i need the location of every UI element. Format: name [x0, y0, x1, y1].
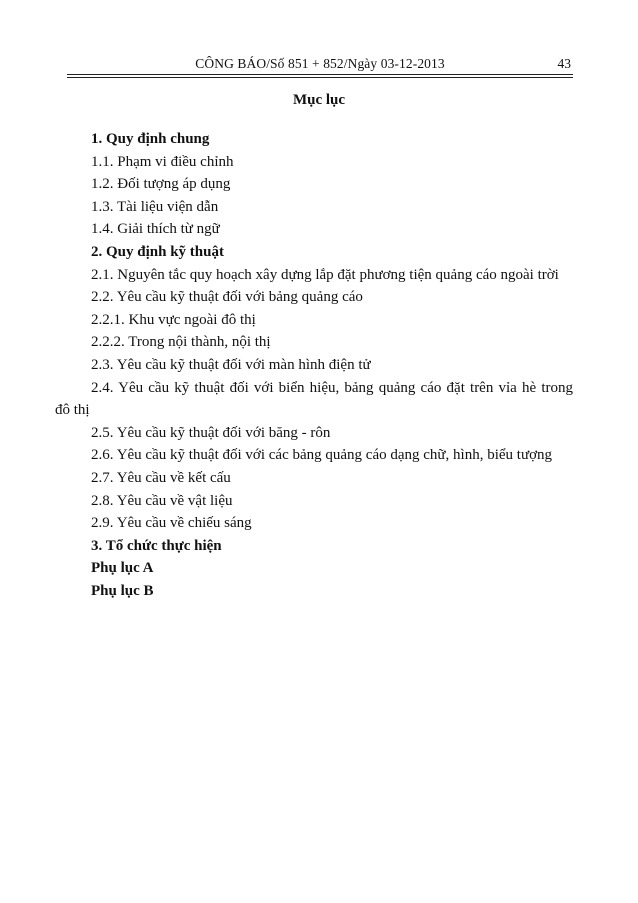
toc-item: Phụ lục B	[91, 582, 154, 599]
toc-item: 2.2.2. Trong nội thành, nội thị	[91, 334, 271, 351]
header-rule-top	[67, 74, 573, 75]
toc-item: 1.4. Giải thích từ ngữ	[91, 221, 220, 238]
toc-item: 2.8. Yêu cầu về vật liệu	[91, 492, 233, 509]
header-rule-bottom	[67, 77, 573, 78]
toc-item: 1.1. Phạm vi điều chỉnh	[91, 153, 234, 170]
page-number: 43	[557, 56, 571, 71]
toc-item: 2.5. Yêu cầu kỹ thuật đối với băng - rôn	[91, 424, 331, 441]
toc-item: 2.9. Yêu cầu về chiếu sáng	[91, 515, 252, 532]
toc-item: Phụ lục A	[91, 560, 154, 577]
gazette-header-title: CÔNG BÁO/Số 851 + 852/Ngày 03-12-2013	[195, 56, 445, 71]
toc-item: 2.2. Yêu cầu kỹ thuật đối với bảng quảng cáo	[91, 289, 363, 306]
toc-item: 2. Quy định kỹ thuật	[91, 243, 224, 260]
document-title: Mục lục	[292, 92, 346, 108]
toc-item: 3. Tổ chức thực hiện	[91, 537, 222, 554]
toc-item: 2.1. Nguyên tắc quy hoạch xây dựng lắp đặt phương tiện quảng cáo ngoài trời	[91, 266, 559, 283]
table-of-contents	[55, 128, 573, 602]
toc-item: 2.7. Yêu cầu về kết cấu	[91, 469, 231, 486]
toc-item: 2.6. Yêu cầu kỹ thuật đối với các bảng quảng cáo dạng chữ, hình, biểu tượng	[91, 447, 553, 464]
toc-item-continuation: đô thị	[55, 402, 90, 419]
toc-item-wrapped	[55, 377, 573, 422]
toc-item: 1.2. Đối tượng áp dụng	[91, 176, 231, 193]
toc-item: 1. Quy định chung	[91, 131, 210, 147]
page-header	[67, 56, 573, 76]
toc-item-line: 2.4. Yêu cầu kỹ thuật đối với biển hiệu, bảng quảng cáo đặt trên vỉa hè trong	[91, 379, 573, 396]
toc-item: 1.3. Tài liệu viện dẫn	[91, 198, 219, 215]
toc-item: 2.3. Yêu cầu kỹ thuật đối với màn hình điện tử	[91, 356, 371, 373]
toc-item: 2.2.1. Khu vực ngoài đô thị	[91, 311, 256, 328]
